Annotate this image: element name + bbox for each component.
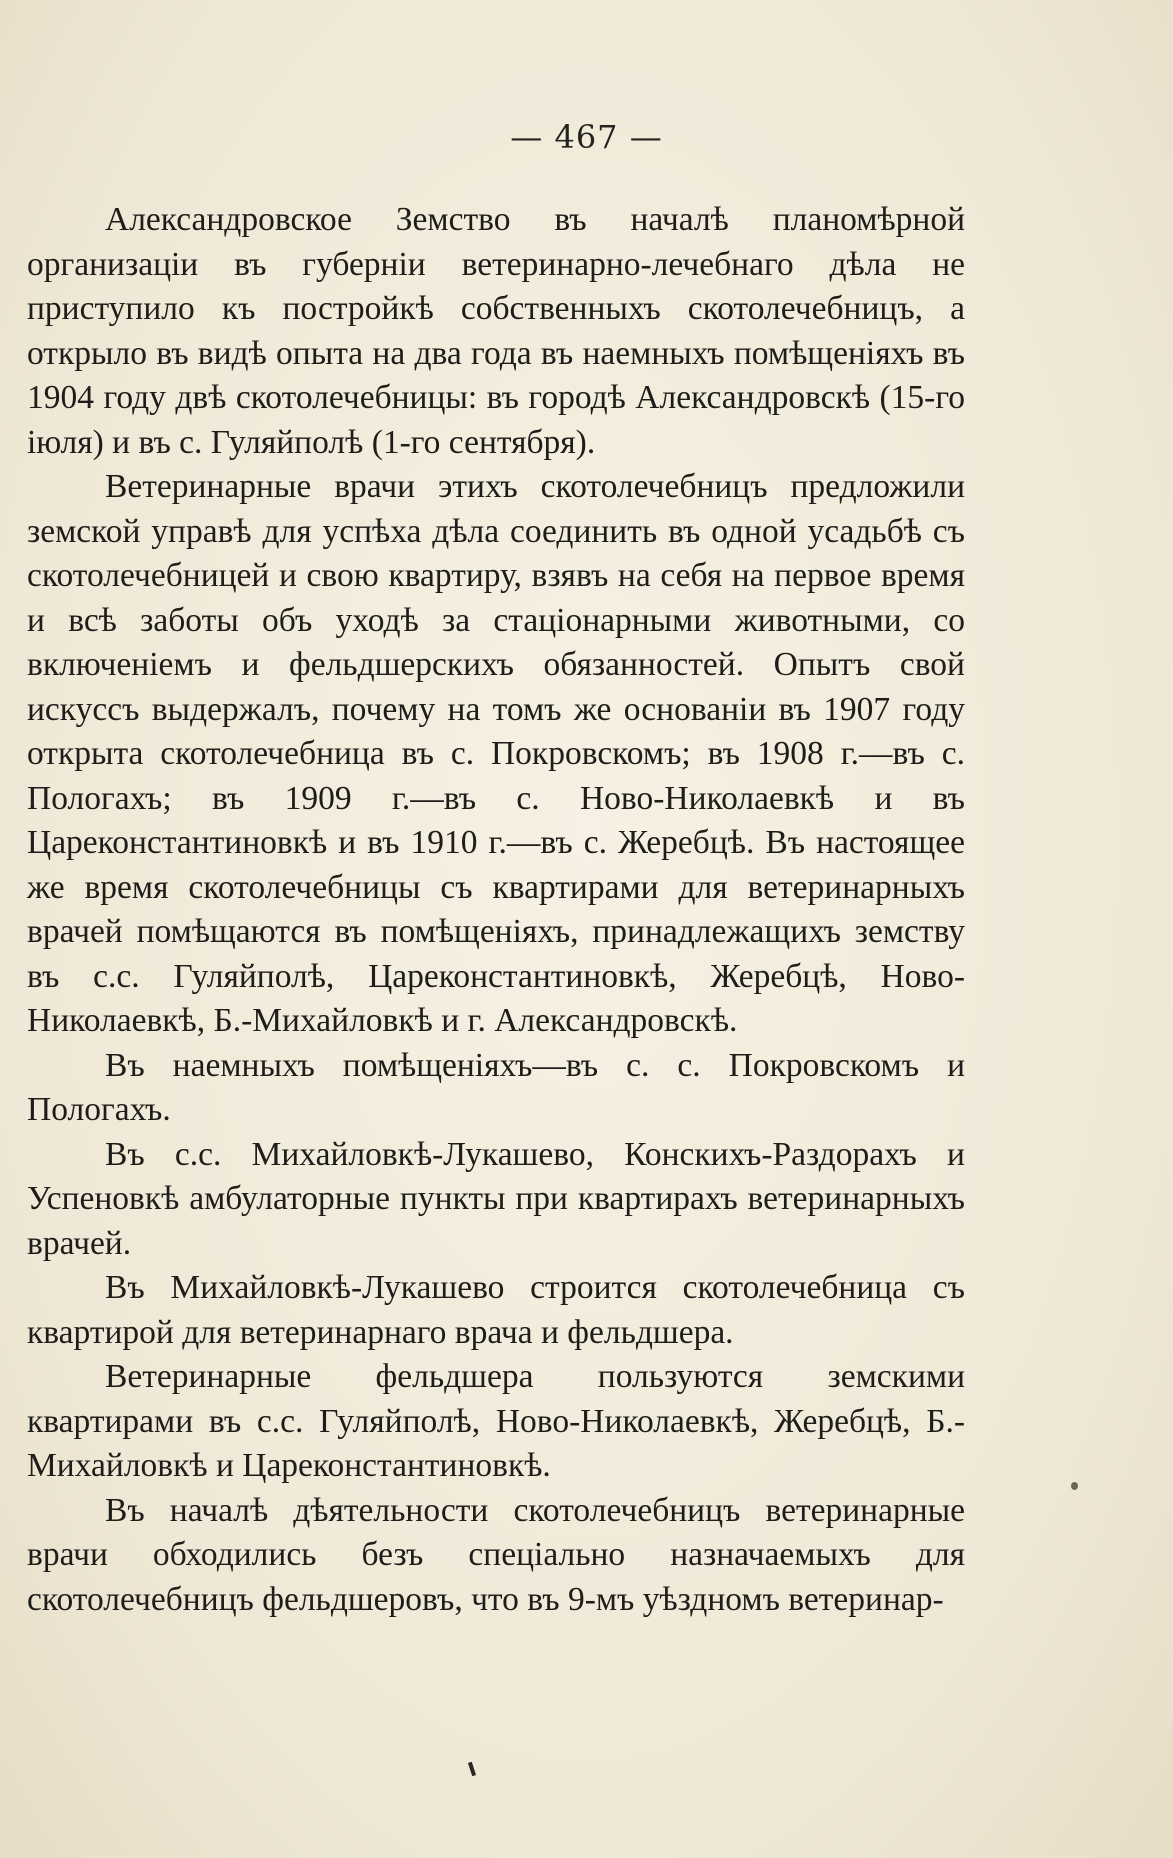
paragraph-5: Въ Михайловкѣ-Лукашево строится скотолечебница съ квартирой для ветеринарнаго врача и фельдшера.: [27, 1269, 965, 1351]
paragraph-7: Въ началѣ дѣятельности скотолечебницъ ветеринарные врачи обходились безъ спеціально назначаемыхъ для скотолечебницъ фельдшеровъ, что въ 9-мъ уѣздномъ ветеринар-: [27, 1491, 965, 1618]
paragraph-3: Въ наемныхъ помѣщеніяхъ—въ с. с. Покровскомъ и Пологахъ.: [27, 1046, 965, 1128]
paragraph-2: Ветеринарные врачи этихъ скотолечебницъ предложили земской управѣ для успѣха дѣла соединить въ одной усадьбѣ съ скотолечебницей и свою квартиру, взявъ на себя на первое время и всѣ заботы объ уходѣ за стаціонарными животными, со включеніемъ и фельдшерскихъ обязанностей. Опытъ свой искуссъ выдержалъ, почему на томъ же основаніи въ 1907 году открыта скотолечебница въ с. Покровскомъ; въ 1908 г.—въ с. Пологахъ; въ 1909 г.—въ с. Ново-Николаевкѣ и въ Цареконстантиновкѣ и въ 1910 г.—въ с. Жеребцѣ. Въ настоящее же время скотолечебницы съ квартирами для ветеринарныхъ врачей помѣщаются въ помѣщеніяхъ, принадлежащихъ земству въ с.с. Гуляйполѣ, Цареконстантиновкѣ, Жеребцѣ, Ново-Николаевкѣ, Б.-Михайловкѣ и г. Александровскѣ.: [27, 468, 965, 1039]
paragraph-4: Въ с.с. Михайловкѣ-Лукашево, Конскихъ-Раздорахъ и Успеновкѣ амбулаторные пункты при квартирахъ ветеринарныхъ врачей.: [27, 1135, 965, 1262]
paragraph-6: Ветеринарные фельдшера пользуются земскими квартирами въ с.с. Гуляйполѣ, Ново-Николаевкѣ, Жеребцѣ, Б.-Михайловкѣ и Цареконстантиновкѣ.: [27, 1358, 965, 1484]
page-number: — 467 —: [510, 118, 663, 156]
paragraph-1: Александровское Земство въ началѣ планомѣрной организаціи въ губерніи ветеринарно-лечебнаго дѣла не приступило къ постройкѣ собственныхъ скотолечебницъ, а открыло въ видѣ опыта на два года въ наемныхъ помѣщеніяхъ въ 1904 году двѣ скотолечебницы: въ городѣ Александровскѣ (15-го іюля) и въ с. Гуляйполѣ (1-го сентября).: [27, 201, 965, 461]
ink-tick: [468, 1762, 476, 1777]
text-body: [27, 198, 965, 1622]
ink-spot: [1071, 1482, 1078, 1490]
